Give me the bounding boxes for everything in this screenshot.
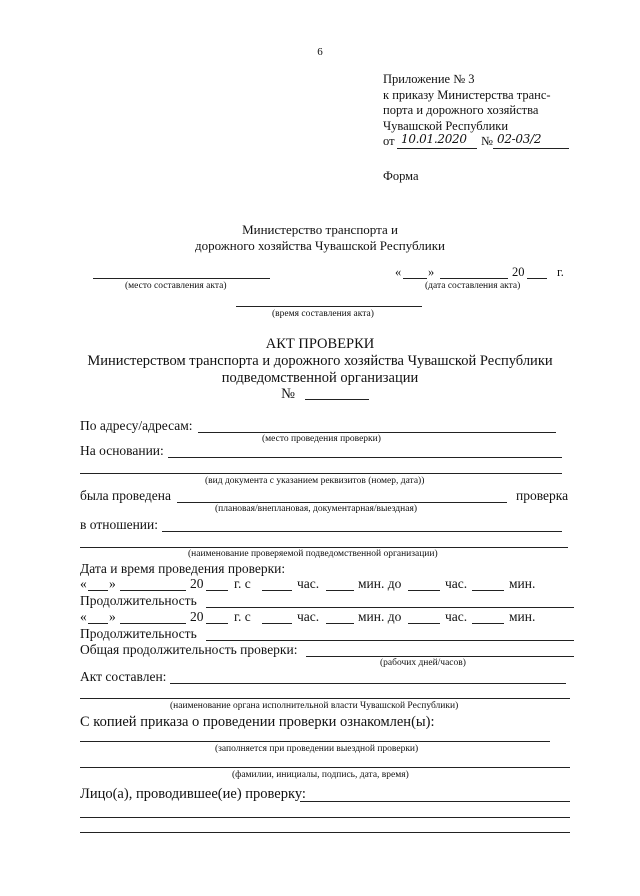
appendix-line-1: Приложение № 3 bbox=[383, 72, 475, 86]
date-year-suffix: г. bbox=[557, 265, 564, 279]
form-label: Форма bbox=[383, 169, 419, 183]
total-duration-field-line[interactable] bbox=[306, 656, 574, 657]
inspector-field-line-3[interactable] bbox=[80, 832, 570, 833]
conducted-suffix: проверка bbox=[516, 488, 569, 503]
row1-year-line[interactable] bbox=[206, 590, 228, 591]
ministry-line-2: дорожного хозяйства Чувашской Республики bbox=[194, 237, 446, 253]
place-field-line[interactable] bbox=[93, 278, 270, 279]
handwritten-number: 02-03/2 bbox=[497, 132, 542, 146]
row2-minute-from-line[interactable] bbox=[326, 623, 354, 624]
row2-month-line[interactable] bbox=[120, 623, 186, 624]
address-caption: (место проведения проверки) bbox=[262, 434, 381, 444]
appendix-block bbox=[383, 72, 551, 150]
row2-hours-2: час. bbox=[445, 609, 468, 624]
duration-label-2: Продолжительность bbox=[80, 626, 197, 641]
row2-open-quote: « bbox=[80, 609, 87, 624]
date-year-prefix: 20 bbox=[512, 265, 525, 279]
row1-minute-from-line[interactable] bbox=[326, 590, 354, 591]
row2-hours: час. bbox=[297, 609, 320, 624]
act-subtitle-2: подведомственной организации bbox=[221, 370, 419, 386]
row2-year-line[interactable] bbox=[206, 623, 228, 624]
row2-from: г. с bbox=[234, 609, 251, 624]
copy-caption-2: (фамилии, инициалы, подпись, дата, время) bbox=[232, 770, 409, 780]
inspector-label: Лицо(а), проводившее(ие) проверку: bbox=[80, 786, 306, 802]
copy-label: С копией приказа о проведении проверки ознакомлен(ы): bbox=[80, 714, 435, 730]
act-title: АКТ ПРОВЕРКИ bbox=[265, 336, 375, 352]
conducted-field-line[interactable] bbox=[177, 502, 507, 503]
compiled-field-line-2[interactable] bbox=[80, 698, 570, 699]
basis-field-line[interactable] bbox=[168, 457, 562, 458]
row1-open-quote: « bbox=[80, 576, 87, 591]
row1-hours: час. bbox=[297, 576, 320, 591]
row1-minutes: мин. bbox=[509, 576, 536, 591]
copy-caption-1: (заполняется при проведении выездной проверки) bbox=[215, 744, 419, 754]
act-number-line[interactable] bbox=[305, 399, 369, 400]
appendix-line-4: Чувашской Республики bbox=[383, 118, 509, 133]
compiled-field-line[interactable] bbox=[170, 683, 566, 684]
row2-minute-to-line[interactable] bbox=[472, 623, 504, 624]
row2-hour-to-line[interactable] bbox=[408, 623, 440, 624]
datetime-label: Дата и время проведения проверки: bbox=[80, 561, 286, 576]
total-duration-caption: (рабочих дней/часов) bbox=[380, 658, 466, 668]
total-duration-label: Общая продолжительность проверки: bbox=[80, 642, 298, 657]
handwritten-date: 10.01.2020 bbox=[401, 132, 467, 146]
date-year-line[interactable] bbox=[527, 278, 547, 279]
copy-field-line-1[interactable] bbox=[80, 741, 550, 742]
compiled-caption: (наименование органа исполнительной власти Чувашской Республики) bbox=[170, 701, 459, 711]
row1-hour-from-line[interactable] bbox=[262, 590, 292, 591]
row1-hours-2: час. bbox=[445, 576, 468, 591]
copy-field-line-2[interactable] bbox=[80, 767, 570, 768]
inspector-field-line-2[interactable] bbox=[80, 817, 570, 818]
basis-label: На основании: bbox=[80, 443, 164, 458]
appendix-line-3: порта и дорожного хозяйства bbox=[383, 103, 539, 117]
basis-field-line-2[interactable] bbox=[80, 473, 562, 474]
appendix-date-row bbox=[383, 134, 551, 150]
inspector-field-line-1[interactable] bbox=[300, 801, 570, 802]
row2-hour-from-line[interactable] bbox=[262, 623, 292, 624]
time-caption: (время составления акта) bbox=[272, 309, 374, 319]
regarding-label: в отношении: bbox=[80, 517, 159, 532]
date-prefix: от bbox=[383, 134, 395, 148]
duration-label-1: Продолжительность bbox=[80, 593, 197, 608]
time-field-line[interactable] bbox=[236, 306, 422, 307]
number-prefix: № bbox=[481, 134, 493, 148]
ministry-name bbox=[0, 222, 640, 253]
address-field-line[interactable] bbox=[198, 432, 556, 433]
row1-close-quote: » bbox=[109, 576, 116, 591]
row1-month-line[interactable] bbox=[120, 590, 186, 591]
act-number-sign: № bbox=[281, 386, 295, 402]
act-subtitle-1: Министерством транспорта и дорожного хозяйства Чувашской Республики bbox=[87, 353, 553, 369]
compiled-label: Акт составлен: bbox=[80, 669, 167, 684]
regarding-caption: (наименование проверяемой подведомственной организации) bbox=[188, 549, 438, 559]
date-close-quote: » bbox=[428, 265, 435, 279]
date-caption: (дата составления акта) bbox=[425, 281, 521, 291]
ministry-line-1: Министерство транспорта и bbox=[242, 222, 398, 237]
conducted-label: была проведена bbox=[80, 488, 171, 503]
row1-minutes-to: мин. до bbox=[358, 576, 402, 591]
basis-caption: (вид документа с указанием реквизитов (номер, дата)) bbox=[205, 476, 425, 486]
duration-field-line-2[interactable] bbox=[206, 640, 574, 641]
row2-minutes-to: мин. до bbox=[358, 609, 402, 624]
row1-day-line[interactable] bbox=[88, 590, 108, 591]
place-caption: (место составления акта) bbox=[125, 281, 227, 291]
date-month-line[interactable] bbox=[440, 278, 508, 279]
row1-hour-to-line[interactable] bbox=[408, 590, 440, 591]
row1-minute-to-line[interactable] bbox=[472, 590, 504, 591]
date-open-quote: « bbox=[395, 265, 402, 279]
regarding-field-line-2[interactable] bbox=[80, 547, 568, 548]
row1-from: г. с bbox=[234, 576, 251, 591]
number-underline bbox=[493, 148, 569, 149]
row2-year-prefix: 20 bbox=[190, 609, 204, 624]
row2-minutes: мин. bbox=[509, 609, 536, 624]
page-number: 6 bbox=[317, 46, 323, 58]
date-day-line[interactable] bbox=[403, 278, 427, 279]
row2-close-quote: » bbox=[109, 609, 116, 624]
date-underline bbox=[397, 148, 477, 149]
row2-day-line[interactable] bbox=[88, 623, 108, 624]
regarding-field-line[interactable] bbox=[162, 531, 562, 532]
conducted-caption: (плановая/внеплановая, документарная/выездная) bbox=[215, 504, 417, 514]
appendix-line-2: к приказу Министерства транс- bbox=[383, 87, 551, 102]
row1-year-prefix: 20 bbox=[190, 576, 204, 591]
duration-field-line-1[interactable] bbox=[206, 607, 574, 608]
address-label: По адресу/адресам: bbox=[80, 418, 193, 433]
